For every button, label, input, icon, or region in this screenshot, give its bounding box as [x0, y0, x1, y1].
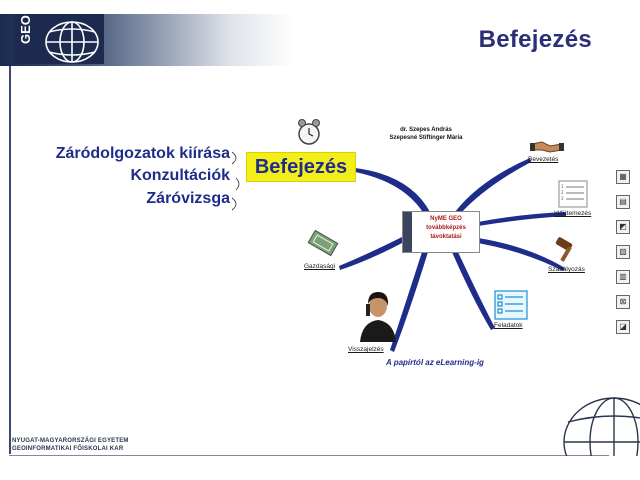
banknote-icon: [306, 230, 340, 258]
branch-idutemezes: [478, 212, 566, 226]
author-2: Szepesné Stiftinger Mária: [389, 135, 463, 141]
footer-line-2: GEOINFORMATIKAI FŐISKOLAI KAR: [12, 446, 124, 452]
authors: [366, 126, 486, 142]
slide-title: Befejezés: [478, 26, 592, 53]
list-item-zarovizsga: Záróvizsga: [146, 190, 230, 207]
node-bevezetes[interactable]: Bevezetés: [528, 156, 559, 163]
node-visszajelzes[interactable]: Visszajelzés: [348, 346, 384, 353]
svg-text:1: 1: [561, 184, 564, 189]
nav-icon-5[interactable]: ▥: [616, 270, 630, 284]
branch-bevezetes: [455, 158, 531, 213]
nav-icon-2[interactable]: ▤: [616, 195, 630, 209]
list-item-zarodolgozatok: Záródolgozatok kiírása: [55, 145, 230, 162]
central-hub: [402, 211, 480, 253]
svg-text:3: 3: [561, 196, 564, 201]
logo-text: GEO: [18, 15, 33, 44]
branch-gazdasagi: [339, 237, 404, 270]
hub-line-2: továbbképzés: [426, 225, 466, 231]
footer-line-1: NYUGAT-MAGYARORSZÁGI EGYETEM: [12, 438, 129, 444]
gavel-icon: [552, 236, 578, 264]
node-gazdasagi[interactable]: Gazdasági: [304, 263, 336, 270]
node-idutemezes[interactable]: Időütemezés: [554, 210, 592, 217]
node-szabalyozas[interactable]: Szabályozás: [548, 266, 585, 273]
list-item-konzultaciok: Konzultációk: [130, 167, 230, 184]
person-phone-icon: [356, 288, 400, 342]
hub-text: [415, 215, 477, 242]
branch-center: [355, 168, 430, 214]
node-feladatok[interactable]: Feladatok: [494, 322, 523, 329]
alarm-clock-icon: [296, 118, 322, 146]
nav-icon-1[interactable]: ▦: [616, 170, 630, 184]
center-topic-label: Befejezés: [246, 152, 356, 182]
hub-line-3: távoktatási: [430, 234, 462, 240]
nav-icon-7[interactable]: ◪: [616, 320, 630, 334]
branch-feladatok: [452, 252, 495, 330]
nav-icon-3[interactable]: ◩: [616, 220, 630, 234]
checklist-icon: [558, 180, 588, 208]
tagline: A papírtól az eLearning-ig: [386, 358, 484, 367]
nav-icon-6[interactable]: ⊠: [616, 295, 630, 309]
hub-line-1: NyME GEO: [430, 216, 462, 222]
task-form-icon: [494, 290, 528, 320]
hub-pillar-icon: [403, 212, 412, 252]
handshake-icon: [530, 136, 564, 156]
svg-text:2: 2: [561, 190, 564, 195]
author-1: dr. Szepes András: [400, 127, 452, 133]
nav-icon-4[interactable]: ▨: [616, 245, 630, 259]
